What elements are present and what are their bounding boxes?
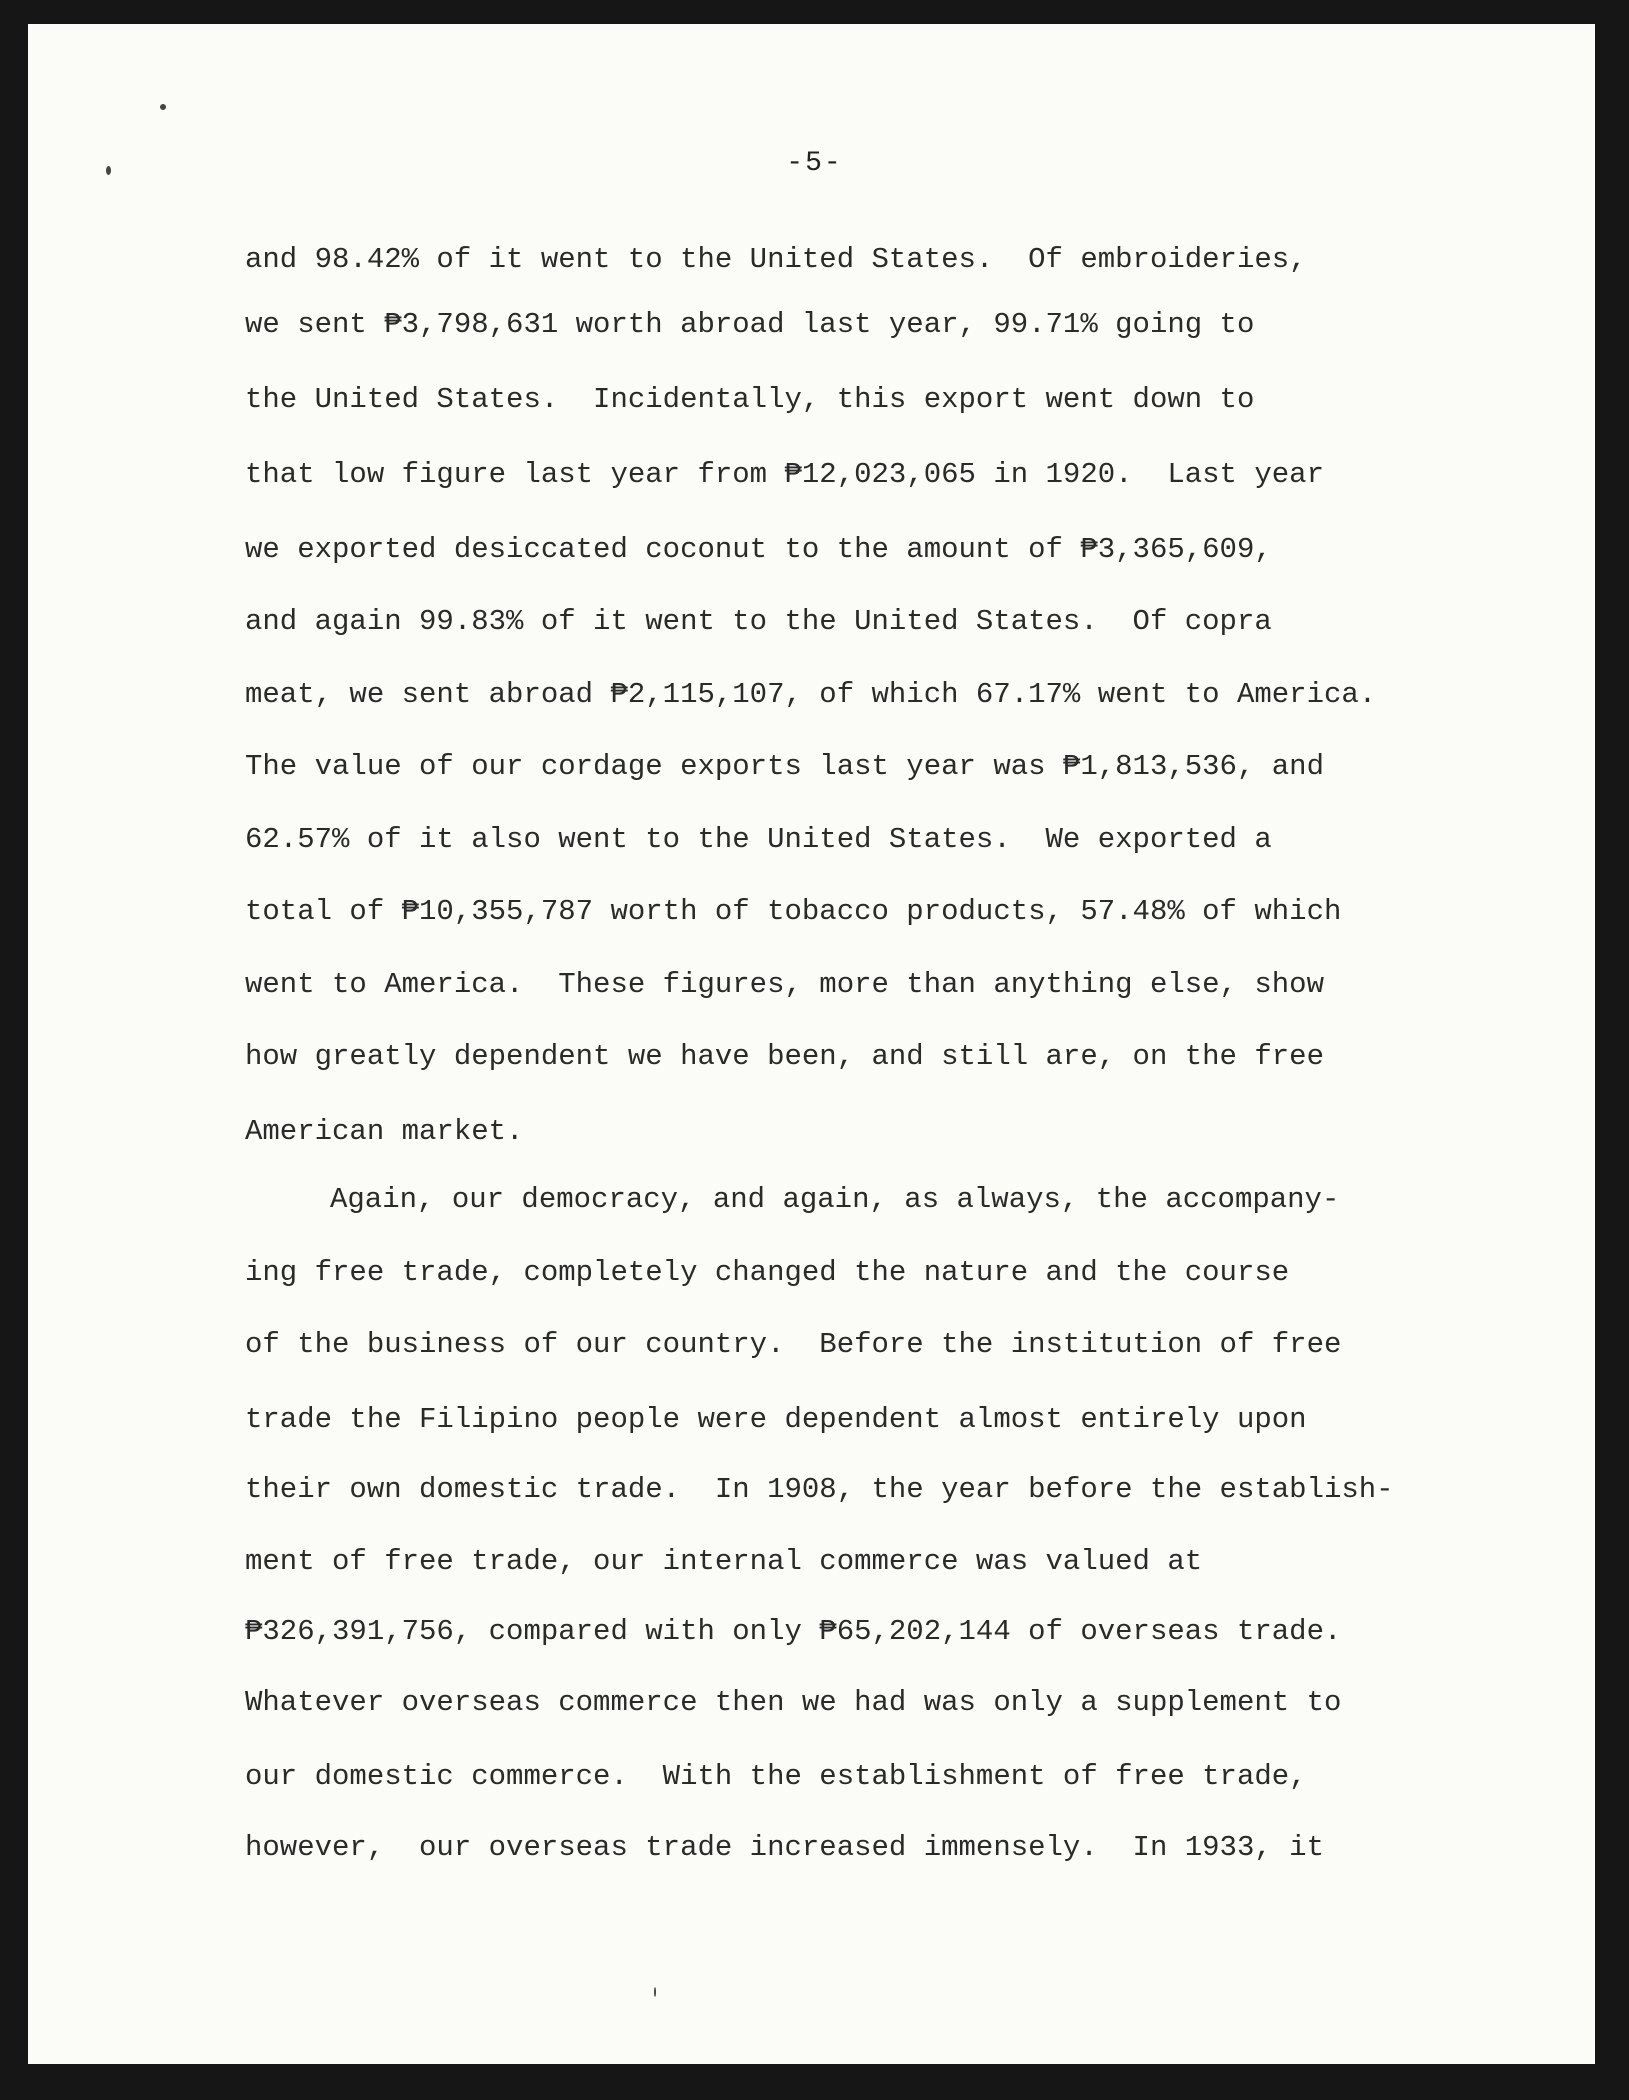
text-line: The value of our cordage exports last year was ₱1,813,536, and xyxy=(245,750,1324,783)
text-line: and 98.42% of it went to the United States. Of embroideries, xyxy=(245,243,1307,276)
text-line: 62.57% of it also went to the United States. We exported a xyxy=(245,823,1272,856)
text-line: Whatever overseas commerce then we had was only a supplement to xyxy=(245,1686,1342,1719)
text-line: and again 99.83% of it went to the United States. Of copra xyxy=(245,605,1272,638)
speck-mark xyxy=(654,1987,656,1997)
text-line: total of ₱10,355,787 worth of tobacco products, 57.48% of which xyxy=(245,895,1342,928)
text-line: ₱326,391,756, compared with only ₱65,202,144 of overseas trade. xyxy=(245,1615,1342,1648)
text-line: however, our overseas trade increased immensely. In 1933, it xyxy=(245,1831,1324,1864)
text-line: went to America. These figures, more than anything else, show xyxy=(245,968,1324,1001)
text-line: we exported desiccated coconut to the amount of ₱3,365,609, xyxy=(245,533,1272,566)
text-line: their own domestic trade. In 1908, the year before the establish- xyxy=(245,1473,1394,1506)
text-line: how greatly dependent we have been, and still are, on the free xyxy=(245,1040,1324,1073)
text-line: of the business of our country. Before the institution of free xyxy=(245,1328,1342,1361)
text-line: ment of free trade, our internal commerce was valued at xyxy=(245,1545,1203,1578)
speck-mark xyxy=(160,104,166,110)
page-number: -5- xyxy=(786,148,843,179)
text-line: the United States. Incidentally, this export went down to xyxy=(245,383,1255,416)
text-line: ing free trade, completely changed the nature and the course xyxy=(245,1256,1290,1289)
text-line: that low figure last year from ₱12,023,065 in 1920. Last year xyxy=(245,458,1324,491)
text-line: American market. xyxy=(245,1115,524,1148)
text-line: we sent ₱3,798,631 worth abroad last year, 99.71% going to xyxy=(245,308,1255,341)
text-line: meat, we sent abroad ₱2,115,107, of which 67.17% went to America. xyxy=(245,678,1377,711)
text-line: our domestic commerce. With the establishment of free trade, xyxy=(245,1760,1307,1793)
text-line: Again, our democracy, and again, as always, the accompany- xyxy=(330,1183,1340,1216)
text-line: trade the Filipino people were dependent almost entirely upon xyxy=(245,1403,1307,1436)
